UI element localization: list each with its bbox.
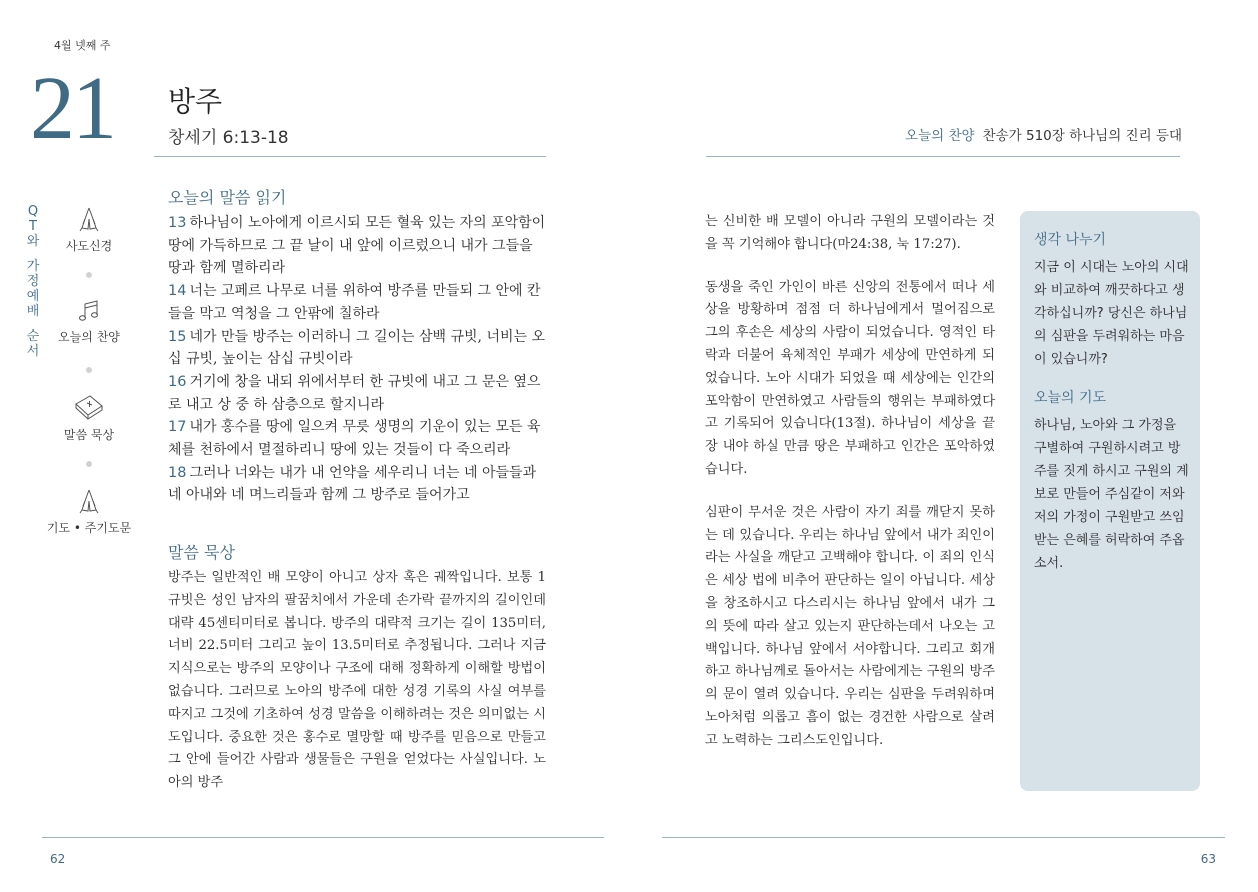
hymn-label: 오늘의 찬양 <box>905 128 975 144</box>
hymn-text: 찬송가 510장 하나님의 진리 등대 <box>982 128 1182 144</box>
paragraph: 는 신비한 배 모델이 아니라 구원의 모델이라는 것을 꼭 기억해야 합니다(마24:38, 눅 17:27). <box>705 214 995 252</box>
header-divider-left <box>154 156 546 157</box>
share-title: 생각 나누기 <box>1034 232 1107 248</box>
footer-divider-right <box>662 837 1225 838</box>
verse-text: 하나님이 노아에게 이르시되 모든 혈육 있는 자의 포악함이 땅에 가득하므로 그 끝 날이 내 앞에 이르렀으니 내가 그들을 땅과 함께 멸하리라 <box>168 215 546 277</box>
verse-item <box>168 462 548 507</box>
praying-hands-icon <box>74 487 104 515</box>
prayer-text: 하나님, 노아와 그 가정을 구별하여 구원하시려고 방주를 짓게 하시고 구원의 계보로 만들어 주심같이 저와 저의 가정이 구원받고 쓰임받는 은혜를 허락하여 주옵소서. <box>1034 418 1189 571</box>
verse-list <box>168 212 548 507</box>
verse-text: 내가 홍수를 땅에 일으켜 무릇 생명의 기운이 있는 모든 육체를 천하에서 멸절하리니 땅에 있는 것들이 다 죽으리라 <box>168 419 541 459</box>
side-char: 예 <box>26 289 40 304</box>
verse-number: 16 <box>168 373 187 390</box>
reading-title: 오늘의 말씀 읽기 <box>168 188 287 207</box>
order-step-meditation <box>34 392 144 443</box>
verse-number: 13 <box>168 215 187 231</box>
meditation-continued <box>705 211 995 773</box>
scripture-reference: 창세기 6:13-18 <box>168 128 289 148</box>
side-char: Q <box>27 204 39 219</box>
verse-item <box>168 416 548 461</box>
order-step-creed <box>34 205 144 254</box>
side-char: 순 <box>26 329 40 344</box>
praying-hands-icon <box>74 205 104 233</box>
verse-text: 네가 만들 방주는 이러하니 그 길이는 삼백 규빗, 너비는 오십 규빗, 높이는 삼십 규빗이라 <box>168 328 546 368</box>
side-char: 가 <box>26 259 40 274</box>
side-char: 서 <box>26 344 40 359</box>
verse-number: 14 <box>168 283 187 300</box>
side-char: 정 <box>26 274 40 289</box>
bible-icon <box>73 392 105 422</box>
page-title: 방주 <box>168 85 223 118</box>
side-char: 배 <box>26 304 40 319</box>
meditation-text: 방주는 일반적인 배 모양이 아니고 상자 혹은 궤짝입니다. 보통 1규빗은 성인 남자의 팔꿈치에서 가운데 손가락 끝까지의 길이인데 대략 45센티미터로 봅니다. 방주의 대략적 크기는 길이 135미터, 너비 22.5미터 그리고 높이 13.5미터로 추정됩니다. 그러나 지금 지식으로는 방주의 모양이나 구조에 대해 정확하게 이해할 방법이 없습니다. 그러므로 노아의 방주에 대한 성경 기록의 사실 여부를 따지고 그것에 기초하여 성경 말씀을 이해하려는 것은 의미없는 시도입니다. 중요한 것은 홍수로 멸망할 때 방주를 믿음으로 만들고 그 안에 들어간 사람과 생물들은 구원을 얻었다는 사실입니다. 노아의 방주 <box>168 570 546 791</box>
page-number-right: 63 <box>1200 852 1216 866</box>
verse-text: 그러나 너와는 내가 내 언약을 세우리니 너는 네 아들들과 네 아내와 네 며느리들과 함께 그 방주로 들어가고 <box>168 464 537 504</box>
side-char: 와 <box>26 234 40 249</box>
paragraph: 동생을 죽인 가인이 바른 신앙의 전통에서 떠나 세상을 방황하며 점점 더 하나님에게서 멀어짐으로 그의 후손은 세상의 사람이 되었습니다. 영적인 타락과 더불어 육체적인 부패가 세상에 만연하게 되었습니다. 노아 시대가 되었을 때 세상에는 인간의 포악함이 만연하였고 사람들의 행위는 부패하였다고 기록되어 있습니다(13절). 하나님이 세상을 끝장 내야 하실 만큼 땅은 부패하고 인간은 포악하였습니다. <box>705 279 995 477</box>
order-dot <box>86 461 92 467</box>
order-label: 사도신경 <box>65 239 113 253</box>
verse-text: 너는 고페르 나무로 너를 위하여 방주를 만들되 그 안에 칸들을 막고 역청을 그 안팎에 칠하라 <box>168 283 541 322</box>
day-number: 21 <box>30 59 114 158</box>
verse-number: 17 <box>168 419 187 436</box>
verse-item <box>168 212 548 280</box>
order-label: 말씀 묵상 <box>63 428 115 442</box>
prayer-title: 오늘의 기도 <box>1034 390 1107 406</box>
footer-divider-left <box>42 837 604 838</box>
share-text: 지금 이 시대는 노아의 시대와 비교하여 깨끗하다고 생각하십니까? 당신은 하나님의 심판을 두려워하는 마음이 있습니까? <box>1034 260 1189 367</box>
order-label: 기도 • 주기도문 <box>46 521 132 535</box>
verse-number: 15 <box>168 328 187 345</box>
paragraph: 심판이 무서운 것은 사람이 자기 죄를 깨닫지 못하는 데 있습니다. 우리는 하나님 앞에서 내가 죄인이라는 사실을 깨닫고 고백해야 합니다. 이 죄의 인식은 세상 법에 비추어 판단하는 일이 아닙니다. 세상을 창조하시고 다스리시는 하나님 앞에서 내가 그의 뜻에 따라 살고 있는지 판단하는데서 나오는 고백입니다. 하나님 앞에서 서야합니다. 그리고 회개하고 하나님께로 돌아서는 사람에게는 구원의 방주의 문이 열려 있습니다. 우리는 심판을 두려워하며 노아처럼 의롭고 흠이 없는 경건한 사람으로 살려고 노력하는 그리스도인입니다. <box>705 504 995 748</box>
verse-number: 18 <box>168 464 187 481</box>
verse-item <box>168 371 548 416</box>
order-label: 오늘의 찬양 <box>58 330 120 344</box>
order-step-prayer <box>34 487 144 536</box>
verse-item <box>168 280 548 325</box>
todays-hymn <box>905 124 1182 144</box>
side-char: T <box>29 219 37 234</box>
week-label: 4월 넷째 주 <box>54 39 111 52</box>
music-note-icon <box>76 298 102 324</box>
order-dot <box>86 272 92 278</box>
order-step-hymn <box>34 298 144 345</box>
meditation-title: 말씀 묵상 <box>168 543 235 562</box>
page-number-left: 62 <box>50 852 66 866</box>
header-divider-right <box>706 156 1180 157</box>
verse-item <box>168 326 548 371</box>
order-dot <box>86 367 92 373</box>
verse-text: 거기에 창을 내되 위에서부터 한 규빗에 내고 그 문은 옆으로 내고 상 중 하 삼층으로 할지니라 <box>168 373 541 413</box>
